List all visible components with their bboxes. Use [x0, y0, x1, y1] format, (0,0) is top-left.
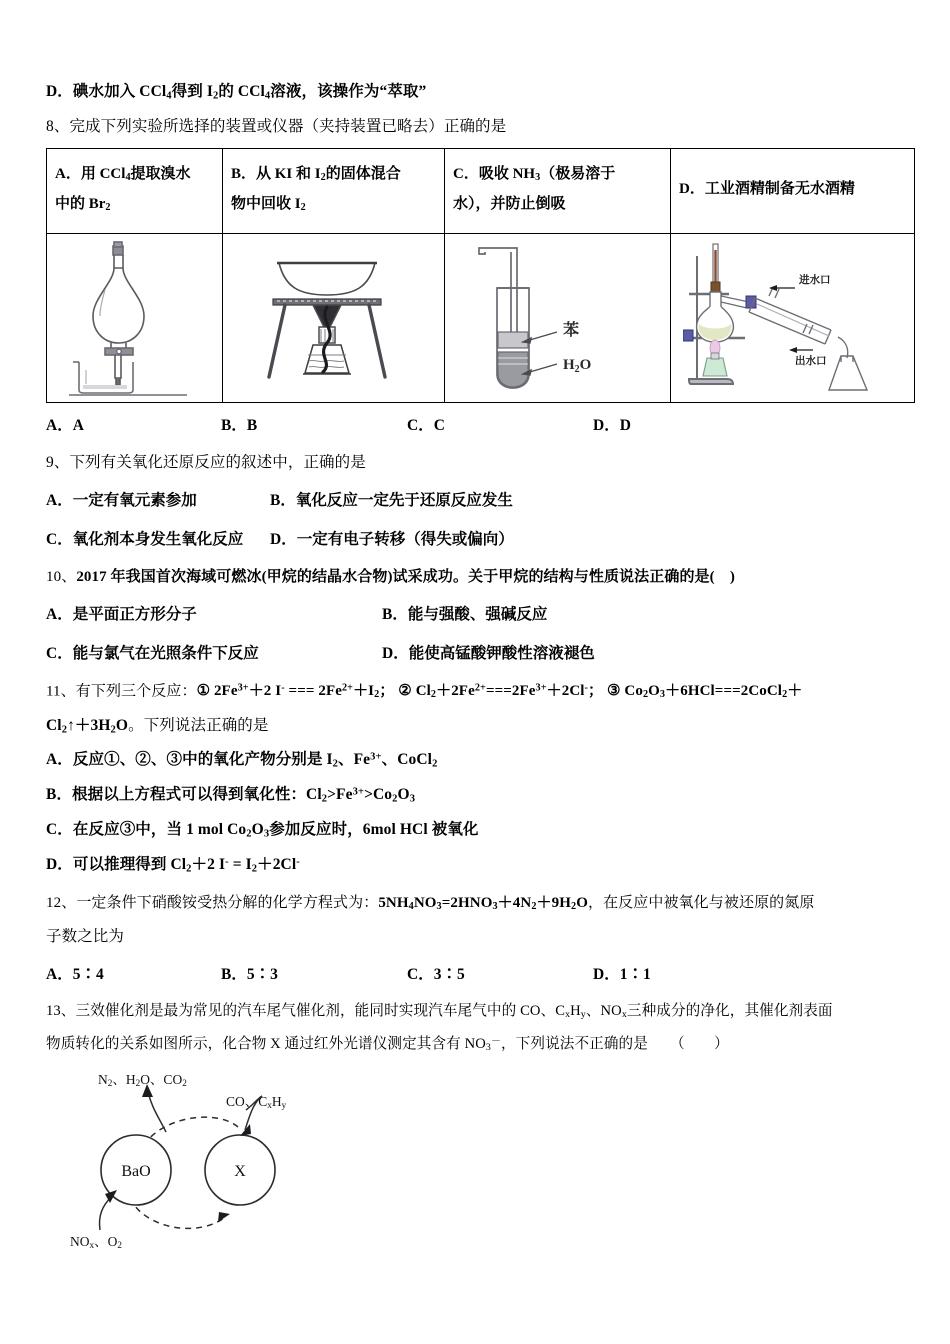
q13-catalyst-cycle-diagram: [68, 1070, 408, 1300]
q9-option-d[interactable]: D．一定有电子转移（得失或偏向）: [270, 530, 514, 548]
q13-number: 13、: [46, 1002, 76, 1019]
table-row-figures: [47, 234, 915, 403]
q8-number: 8、: [46, 117, 70, 135]
water-inlet-label: 进水口: [799, 274, 831, 287]
q8-cell-b-figure: [223, 234, 445, 403]
q11-option-c-text: C．在反应③中，当 1 mol $Co_2O_3$参加反应时，6mol HCl 被氧化: [46, 821, 479, 840]
page-content: [46, 84, 914, 1300]
q8-answer-a[interactable]: A．A: [46, 417, 84, 435]
q13-stem-line-1: [46, 1004, 914, 1020]
q8-a-label: A．: [55, 166, 81, 183]
q12-options-row: [46, 962, 914, 984]
q9-option-a[interactable]: A．一定有氧元素参加: [46, 491, 197, 509]
q11-option-b-text: B．根据以上方程式可以得到氧化性：$Cl_2>Fe^{3+}>Co_2O_3$: [46, 786, 416, 805]
q8-c-line1: 吸收 $NH_3$（极易溶于: [478, 166, 616, 184]
cycle-label-reductants: CO、$C_xH_y$: [226, 1094, 287, 1111]
q8-cell-a-figure: [47, 234, 223, 403]
q8-c-line2: 水），并防止倒吸: [453, 196, 566, 213]
separatory-funnel-icon: [69, 238, 189, 398]
table-row-headers: [47, 149, 915, 234]
benzene-label: 苯: [563, 321, 580, 339]
q11-option-a[interactable]: [46, 752, 914, 770]
anti-suckback-test-tube-icon: [471, 236, 631, 401]
q8-stem-text: 完成下列实验所选择的装置或仪器（夹持装置已略去）正确的是: [69, 117, 507, 135]
q12-stem-line-2: [46, 929, 914, 945]
cycle-node-bao-label: BaO: [121, 1163, 151, 1181]
q8-d-line1: 工业酒精制备无水酒精: [704, 181, 855, 198]
q9-options-row-1: [46, 488, 914, 510]
q8-cell-b-header: [223, 149, 445, 234]
q9-option-c[interactable]: C．氧化剂本身发生氧化反应: [46, 530, 244, 548]
q9-stem: [46, 455, 914, 471]
q7-option-d: [46, 84, 914, 102]
q8-b-label: B．: [231, 166, 257, 183]
sublimation-apparatus-icon: [257, 243, 397, 393]
q10-stem: [46, 570, 914, 585]
q10-option-d[interactable]: D．能使高锰酸钾酸性溶液褪色: [382, 644, 595, 662]
q10-option-b[interactable]: B．能与强酸、强碱反应: [382, 605, 548, 623]
q10-option-a[interactable]: A．是平面正方形分子: [46, 605, 197, 623]
q10-stem-text: 2017 年我国首次海域可燃冰(甲烷的结晶水合物)试采成功。关于甲烷的结构与性质说法正确的是( ): [76, 568, 735, 585]
q11-stem-line-1: [46, 684, 914, 701]
q9-options-row-2: [46, 527, 914, 549]
q12-option-c[interactable]: C．3∶5: [407, 965, 465, 983]
q8-b-line2: 物中回收 $I_2$: [231, 196, 306, 214]
q11-stem-line-2-formula: $Cl_2↑+3H_2O$: [46, 716, 129, 735]
q8-a-line2: 中的 $Br_2$: [55, 196, 111, 214]
q9-option-b[interactable]: B．氧化反应一定先于还原反应发生: [270, 491, 513, 509]
q12-option-a[interactable]: A．5∶4: [46, 965, 104, 983]
q8-answer-d[interactable]: D．D: [593, 417, 631, 435]
q11-option-c[interactable]: [46, 822, 914, 840]
cycle-label-products: $N_2$、$H_2O$、$CO_2$: [98, 1072, 187, 1089]
q8-d-label: D．: [679, 181, 705, 198]
q11-stem-line-2-text: 。下列说法正确的是: [128, 716, 269, 734]
q11-option-d[interactable]: [46, 857, 914, 875]
cycle-node-x-label: X: [234, 1163, 246, 1181]
q13-stem-line-2: [46, 1037, 914, 1053]
q8-c-label: C．: [453, 166, 479, 183]
q11-reaction-1: ① $2Fe^{3+}+2$ I- === $2Fe^{2+}+I_2$；: [196, 682, 395, 701]
q9-stem-text: 9、下列有关氧化还原反应的叙述中，正确的是: [46, 454, 366, 472]
q8-cell-a-header: [47, 149, 223, 234]
q8-answer-row: [46, 413, 914, 435]
q8-apparatus-table: [46, 148, 915, 403]
q8-answer-c[interactable]: C．C: [407, 417, 445, 435]
q11-stem-prefix: 有下列三个反应：: [75, 683, 197, 700]
q10-options-row-1: [46, 602, 914, 624]
q11-option-b[interactable]: [46, 787, 914, 805]
q13-stem-text-2: 物质转化的关系如图所示，化合物 X 通过红外光谱仪测定其含有 $NO_3^-$，下列说法不正确的是 （ ）: [46, 1035, 729, 1054]
q13-stem-text-1: 三效催化剂是最为常见的汽车尾气催化剂，能同时实现汽车尾气中的 CO、$C_xH_y$、$NO_x$三种成分的净化，其催化剂表面: [75, 1002, 833, 1020]
q11-option-a-text: A．反应①、②、③中的氧化产物分别是 $I_2$、$Fe^{3+}$、CoCl$_2$: [46, 751, 438, 770]
q11-stem-line-2: [46, 718, 914, 736]
q8-cell-d-header: [671, 149, 915, 234]
q8-cell-c-header: [445, 149, 671, 234]
q12-stem-line-2-text: 子数之比为: [46, 928, 125, 946]
water-label: $H_2O$: [563, 356, 592, 375]
q8-a-line1: 用 CCl$_4$提取溴水: [80, 166, 191, 184]
q12-number: 12、: [46, 894, 77, 911]
q7-option-d-text: D．碘水加入 CCl$_4$得到 $I_2$的 CCl$_4$溶液，该操作为“萃取”: [46, 83, 427, 102]
cycle-label-nox: $NO_x$、$O_2$: [70, 1234, 122, 1251]
water-outlet-label: 出水口: [795, 355, 827, 368]
q11-option-d-text: D．可以推理得到 $Cl_2+2$ $I^- = I_2+2Cl^-$: [46, 856, 300, 875]
q12-stem-text-1: 一定条件下硝酸铵受热分解的化学方程式为：: [76, 894, 379, 911]
q12-stem-text-2: ，在反应中被氧化与被还原的氮原: [587, 894, 815, 911]
q8-cell-d-figure: [671, 234, 915, 403]
q11-reaction-3: ③ $Co_2O_3+6HCl===2CoCl_2+$: [607, 683, 803, 701]
q12-stem-line-1: [46, 896, 914, 912]
q10-options-row-2: [46, 641, 914, 663]
distillation-apparatus-icon: [683, 238, 897, 398]
q11-reaction-2: ② $Cl_2+2Fe^{2+}===2Fe^{3+}+2Cl^-$；: [398, 682, 604, 701]
q8-cell-c-figure: [445, 234, 671, 403]
q12-equation: $5NH_4NO_3=2HNO_3+4N_2+9H_2O$: [378, 894, 588, 913]
q10-option-c[interactable]: C．能与氯气在光照条件下反应: [46, 644, 259, 662]
q8-stem: [46, 119, 914, 135]
q12-option-d[interactable]: D．1∶1: [593, 965, 651, 983]
q12-option-b[interactable]: B．5∶3: [221, 965, 278, 983]
q10-number: 10、: [46, 568, 77, 585]
q8-answer-b[interactable]: B．B: [221, 417, 258, 435]
q11-number: 11、: [46, 683, 76, 700]
q8-b-line1: 从 KI 和 $I_2$的固体混合: [256, 166, 401, 184]
